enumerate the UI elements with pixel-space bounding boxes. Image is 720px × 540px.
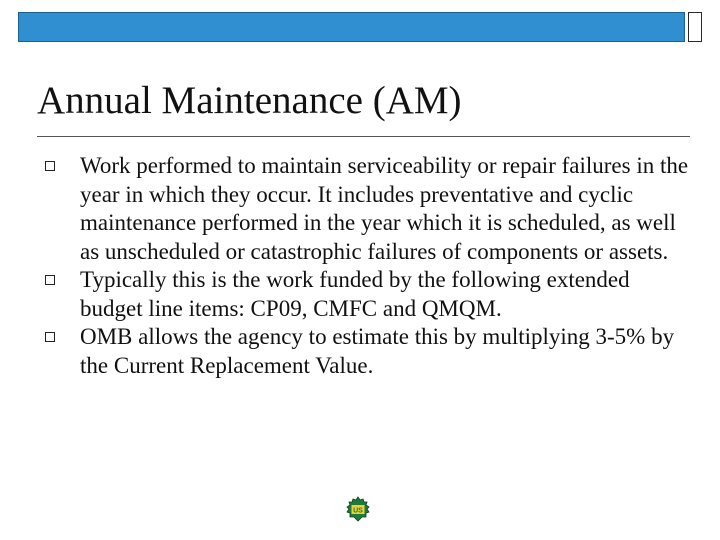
bullet-item <box>45 323 695 380</box>
hollow-square-bullet-icon <box>45 332 55 342</box>
forest-service-shield-icon <box>345 496 371 522</box>
bullet-text: Work performed to maintain serviceability or repair failures in the year in which they occur. It includes preventative and cyclic maintenance performed in the year which it is scheduled, as well as unscheduled or catastrophic failures of components or assets. <box>80 153 689 264</box>
logo-lettering: US <box>353 507 363 515</box>
bullet-text: Typically this is the work funded by the following extended budget line items: CP09, CMFC and QMQM. <box>80 267 630 321</box>
hollow-square-bullet-icon <box>45 275 55 285</box>
bullet-item <box>45 266 695 323</box>
hollow-square-bullet-icon <box>45 161 55 171</box>
slide-title: Annual Maintenance (AM) <box>37 79 462 122</box>
top-accent-bar <box>18 12 685 42</box>
corner-box-decoration <box>688 12 702 42</box>
bullet-text: OMB allows the agency to estimate this by multiplying 3-5% by the Current Replacement Value. <box>80 324 675 378</box>
title-divider <box>37 136 690 137</box>
bullet-list <box>45 152 695 380</box>
bullet-item <box>45 152 695 266</box>
